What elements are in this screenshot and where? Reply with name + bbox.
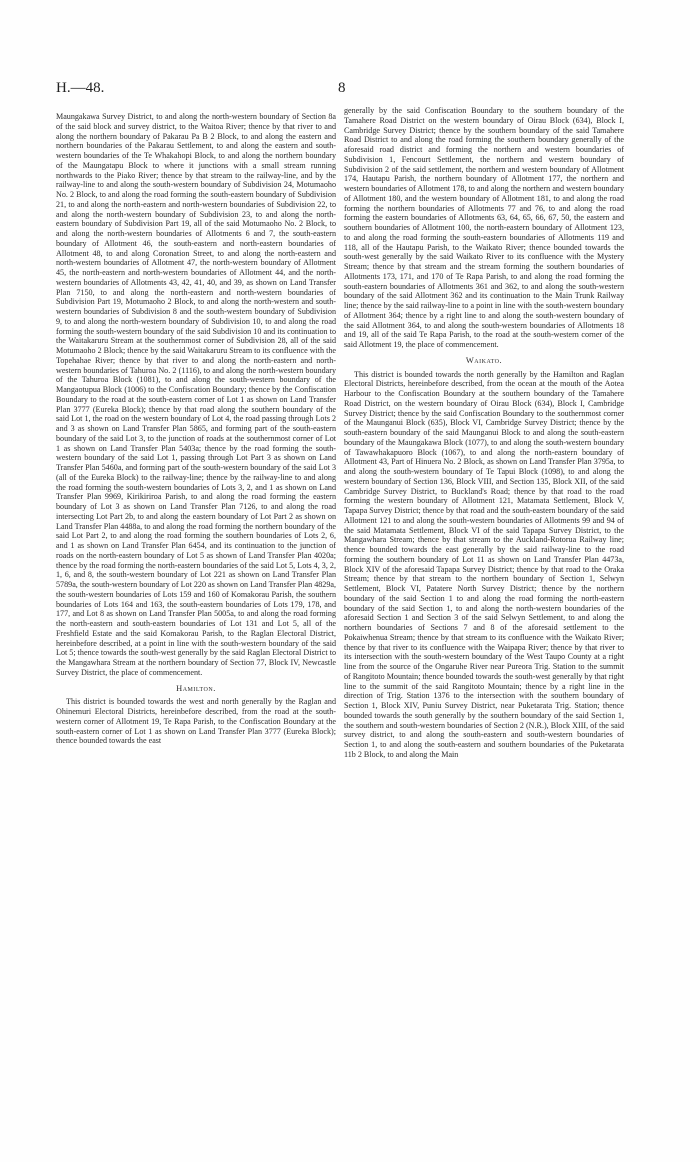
section-heading-hamilton: Hamilton. (176, 683, 216, 693)
hamilton-continuation-paragraph: generally by the said Confiscation Boundary to the southern boundary of the Tamahere Road District on the western boundary of Oirau Block (634), Block I, Cambridge Survey District; thence by the southern boundary of the said Tamahere Road District to and along the road forming the southern boundary generally of the aforesaid road district and forming the northern and western boundaries of Subdivision 1, Fencourt Settlement, the northern and western boundary of Subdivision 2 of the said settlement, the northern and western boundary of Allotment 174, Hautapu Parish, the northern boundary of Allotment 177, the northern and western boundaries of Allotment 178, to and along the northern and western boundary of Allotment 180, and the western boundary of Allotment 181, to and along the road forming the northern boundaries of Allotments 77 and 76, to and along the road forming the eastern boundaries of Allotments 63, 64, 65, 66, 67, 50, the eastern and southern boundaries of Allotment 100, the north-eastern boundary of Allotment 123, to and along the road forming the south-eastern boundaries of Allotments 119 and 118, all of the Hautapu Parish, to the Waikato River; thence bounded towards the south-west generally by the said Waikato River to its confluence with the Mystery Stream; thence by that stream and the stream forming the southern boundaries of Allotments 173, 171, and 170 of Te Rapa Parish, to and along the road forming the south-eastern boundaries of Allotments 361 and 362, to and along the south-western boundary of the said Allotment 362 and its continuation to the Main Trunk Railway line; thence by the said railway-line to a point in line with the south-western boundary of Allotment 364; thence by a right line to and along the south-western boundary of the said Allotment 364, to and along the south-western boundaries of Allotments 18 and 19, all of the said Te Rapa Parish, to the road at the south-western corner of the said Allotment 19, the place of commencement. (344, 106, 624, 349)
page-header (56, 80, 676, 102)
page-number: 8 (338, 80, 346, 96)
waikato-paragraph: This district is bounded towards the north generally by the Hamilton and Raglan Electoral Districts, hereinbefore described, from the ocean at the mouth of the Aotea Harbour to the Confiscation Boundary at the southern boundary of the Tamahere Road District, on the western boundary of Oirau Block (634), Block I, Cambridge Survey District; thence by the said Confiscation Boundary to the southernmost corner of the Maunganui Block (635), Block VI, Cambridge Survey District; thence by the south-eastern boundary of the said Maunganui Block to and along the south-eastern boundary of the Maungakawa Block (1077), to and along the south-western boundary of Tawawhakapuoro Block (1067), to and along the north-eastern boundary of Allotment 43, Part of Hinuera No. 2 Block, as shown on Land Transfer Plan 3795a, to and along the south-western boundary of Te Tapui Block (1098), to and along the western boundary of Section 136, Block VIII, and Section 135, Block XII, of the said Cambridge Survey District, to Buckland's Road; thence by that road to the road forming the western boundary of Allotment 121, Matamata Settlement, Block V, Tapapa Survey District; thence by that road and the south-eastern boundary of the said Allotment 121 to and along the south-western boundaries of Allotments 99 and 94 of the said Matamata Settlement, Block VI of the said Tapapa Survey District, to the Mangawhara Stream; thence by that stream to the Auckland-Rotorua Railway line; thence bounded towards the east generally by the said railway-line to the road forming the southern boundary of Lot 11 as shown on Land Transfer Plan 4473a, Block XIV of the aforesaid Tapapa Survey District; thence by that road to the Oraka Stream; thence by that stream to the northern boundary of Section 1, Selwyn Settlement, Block VI, Patatere North Survey District; thence by the northern boundary of the said Section 1 to and along the road forming the north-eastern boundary of the said Section 1, to and along the north-western boundaries of the aforesaid Section 1 and Section 3 of the said Selwyn Settlement, to and along the northern boundaries of Sections 7 and 8 of the aforesaid settlement to the Pokaiwhenua Stream; thence by that stream to its confluence with the Waikato River; thence by that river to its confluence with the Waipapa River; thence by that river to its intersection with the south-western boundary of the West Taupo County at a right line from the source of the Ongaruhe River near Pureora Trig. Station to the summit of Rangitoto Mountain; thence bounded towards the south-west generally by that right line to the summit of the said Rangitoto Mountain; thence by a right line in the direction of Trig. Station 1376 to the intersection with the southern boundary of Section 1, Block XIV, Puniu Survey District, near Puketarata Trig. Station; thence bounded towards the south generally by the southern boundary of the said Section 1, the southern and south-western boundaries of Section 2 (N.R.), Block XIII, of the said survey district, to and along the south-eastern and south-western boundaries of Section 1, to and along the south-eastern and southern boundaries of the Puketarata 11b 2 Block, to and along the Main (344, 369, 624, 759)
hamilton-paragraph: This district is bounded towards the west and north generally by the Raglan and Ohinemuri Electoral Districts, hereinbefore described, from the road at the south-western corner of Allotment 19, Te Rapa Parish, to the Confiscation Boundary at the south-eastern corner of Lot 1 as shown on Land Transfer Plan 3777 (Eureka Block); thence bounded towards the east (56, 697, 336, 746)
left-column (56, 112, 336, 746)
boundary-paragraph: Maungakawa Survey District, to and along the north-western boundary of Section 8a of the said block and survey district, to the Waitoa River; thence by that river to and along the northern boundary of Pakarau Pa B 2 Block, to and along the eastern and northern boundaries of the Pakarau Settlement, to and along the eastern and south-western boundaries of the Te Whakahopi Block, to and along the northern boundary of the Maungatapu Block to where it junctions with a small stream running northwards to the Piako River; thence by that stream to the railway-line, and by the railway-line to and along the south-western boundary of Subdivision 24, Motumaoho No. 2 Block, to and along the road forming the south-eastern boundary of Subdivision 21, to and along the north-eastern and north-western boundaries of Subdivision 22, to and along the north-western boundary of Subdivision 23, to and along the north-eastern boundary of Subdivision Part 19, all of the said Motumaoho No. 2 Block, to and along the north-western boundaries of Allotments 6 and 7, the south-eastern boundary of Allotment 46, the south-eastern and north-eastern boundaries of Allotment 48, to and along Coronation Street, to and along the north-eastern and north-western boundaries of Allotment 47, the north-western boundary of Allotment 45, the north-eastern and north-western boundaries of Allotment 44, and the north-western boundaries of Allotments 43, 42, 41, 40, and 39, as shown on Land Transfer Plan 7150, to and along the north-eastern and north-western boundaries of Subdivision Part 19, Motumaoho 2 Block, to and along the north-western and south-western boundaries of Subdivision 8 and the south-western boundary of Subdivision 9, to and along the north-western boundary of Subdivision 10, to and along the road forming the south-western boundary of the said Subdivision 10 and its continuation to the Waitakaruru Stream at the southernmost corner of Subdivision 28, all of the said Motumaoho 2 Block; thence by the said Waitakaruru Stream to its confluence with the Topehahae River; thence by that river to and along the north-eastern and north-western boundaries of Tahuroa No. 2 (1116), to and along the north-western boundary of the Tahuroa Block (1081), to and along the south-western boundary of the Mangaotupua Block (1006) to the Confiscation Boundary; thence by the Confiscation Boundary to the road at the south-eastern corner of Lot 1 as shown on Land Transfer Plan 3777 (Eureka Block); thence by that road along the southern boundary of the said Lot 1, the road on the western boundary of Lot 4, the road passing through Lots 2 and 3 as shown on Land Transfer Plan 5865, and forming part of the south-eastern boundary of the said Lot 3, to the junction of roads at the southernmost corner of Lot 1 as shown on Land Transfer Plan 5403a; thence by the road forming the south-western boundary of the said Lot 1, passing through Lot Part 3 as shown on Land Transfer Plan 5460a, and forming part of the south-western boundary of the said Lot 3 (all of the Eureka Block) to the railway-line; thence by the railway-line to and along the road forming the south-western boundaries of Lots 3, 2, and 1 as shown on Land Transfer Plan 9969, Kirikiriroa Parish, to and along the road forming the eastern boundary of Lot 3 as shown on Land Transfer Plan 7126, to and along the road intersecting Lot Part 2b, to and along the eastern boundary of Lot Part 2 as shown on Land Transfer Plan 4488a, to and along the road forming the northern boundary of the said Lot Part 2, to and along the road forming the southern boundaries of Lots 2, 6, and 1 as shown on Land Transfer Plan 6454, and its continuation to the junction of roads on the north-eastern boundary of Lot 5 as shown of Land Transfer Plan 4020a; thence by the road forming the north-eastern boundaries of the said Lot 5, Lots 4, 3, 2, 1, 6, and 8, the south-western boundary of Lot 221 as shown on Land Transfer Plan 5789a, the south-western boundary of Lot 220 as shown on Land Transfer Plan 4829a, the south-western boundaries of Lots 159 and 160 of Komakorau Parish, the southern boundaries of Lots 164 and 163, the south-eastern boundaries of Lots 179, 178, and 177, and Lot 8 as shown on Land Transfer Plan 5005a, to and along the road forming the north-eastern and south-eastern boundaries of Lot 131 and Lot 5, all of the Freshfield Estate and the said Komakorau Parish, to the Raglan Electoral District, hereinbefore described, at a point in line with the south-western boundary of the said Lot 5; thence towards the south-west generally by the said Raglan Electoral District to the Mangawhara Stream at the northern boundary of Section 77, Block IV, Newcastle Survey District, the place of commencement. (56, 112, 336, 677)
section-heading-waikato: Waikato. (465, 355, 503, 365)
right-column (344, 106, 624, 760)
document-reference: H.—48. (56, 80, 105, 96)
